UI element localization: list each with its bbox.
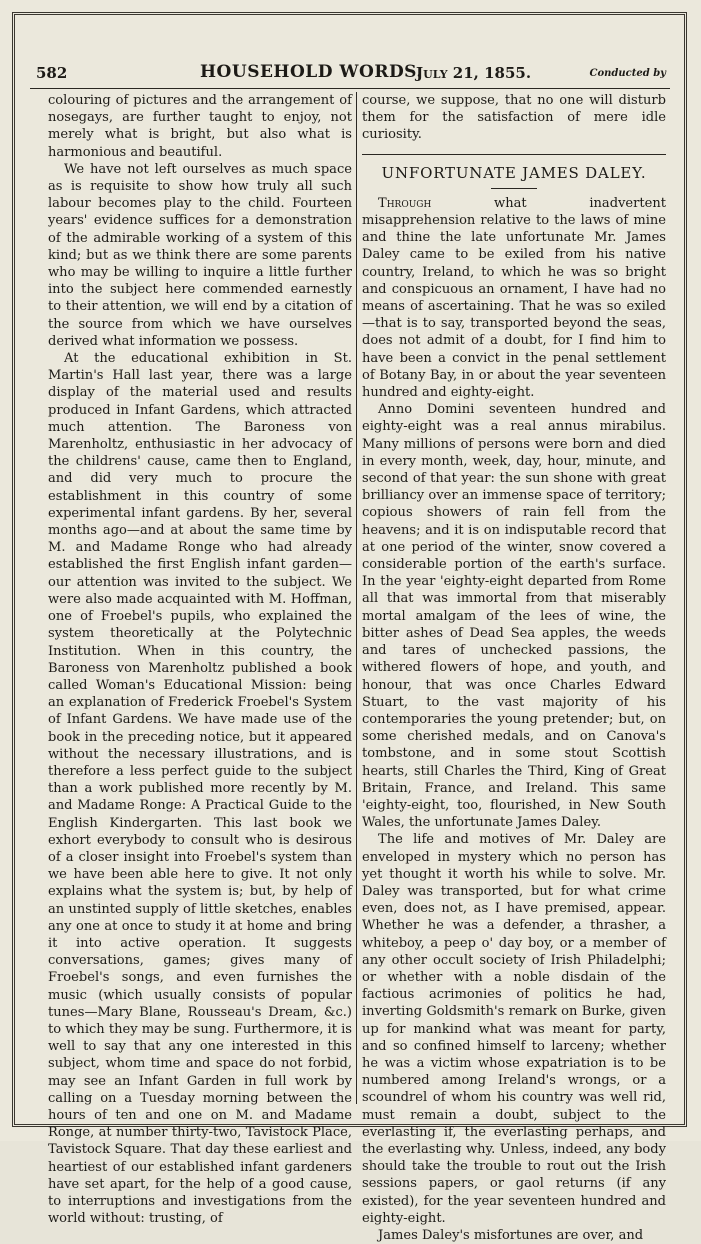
publication-title: HOUSEHOLD WORDS.	[200, 62, 423, 82]
title-rule	[491, 188, 537, 189]
paragraph	[362, 195, 666, 401]
column-divider	[356, 92, 357, 1104]
paragraph: Anno Domini seventeen hundred and eighty-eight was a real annus mirabilus. Many millions of persons were born and died in every month, week, day, hour, minute, and second of that year: the sun shone with great brilliancy over an immense space of territory; copious showers of rain fell from the heavens; and it is on indisputable record that at one period of the winter, snow covered a considerable portion of the earth's surface. In the year 'eighty-eight departed from Rome all that was immortal from that miserably mortal amalgam of the lees of wine, the bitter ashes of Dead Sea apples, the weeds and tares of unchecked passions, the withered flowers of hope, and youth, and honour, that was once Charles Edward Stuart, to the vast majority of his contemporaries the young pretender; but, on some cherished medals, and on Canova's tombstone, and in some stout Scottish hearts, still Charles the Third, King of Great Britain, France, and Ireland. This same 'eighty-eight, too, flourished, in New South Wales, the unfortunate James Daley.	[362, 402, 666, 831]
issue-date: July 21, 1855.	[416, 64, 532, 82]
paragraph: We have not left ourselves as much space as is requisite to show how truly all such labour becomes play to the child. Fourteen years' evidence suffices for a demonstration of the admirable working of a system of this kind; but as we think there are some parents who may be willing to inquire a little further into the subject here commended earnestly to their attention, we will end by a citation of the source from which we have ourselves derived what information we possess.	[48, 161, 352, 349]
paragraph: colouring of pictures and the arrangement of nosegays, are further taught to enjoy, not merely what is bright, but also what is harmonious and beautiful.	[48, 93, 352, 160]
paragraph-text: what inadvertent misapprehension relative to the laws of mine and thine the late unfortunate Mr. James Daley came to be exiled from his native country, Ireland, to which he was so bright and conspicuous an ornament, I have had no means of ascertaining. That he was so exiled—that is to say, transported beyond the seas, does not admit of a doubt, for I find him to have been a convict in the penal settlement of Botany Bay, in or about the year seventeen hundred and eighty-eight.	[362, 195, 666, 401]
paragraph: James Daley's misfortunes are over, and	[378, 1228, 644, 1243]
header-rule	[30, 88, 670, 89]
paragraph: course, we suppose, that no one will disturb them for the satisfaction of mere idle curiosity.	[362, 93, 666, 143]
paragraph: At the educational exhibition in St. Martin's Hall last year, there was a large display of the material used and results produced in Infant Gardens, which attracted much attention. The Baroness von Marenholtz, enthusiastic in her advocacy of the childrens' cause, came then to England, and did very much to procure the establishment in this country of some experimental infant gardens. By her, several months ago—and at about the same time by M. and Madame Ronge who had already established the first English infant garden—our attention was invited to the subject. We were also made acquainted with M. Hoffman, one of Froebel's pupils, who explained the system theoretically at the Polytechnic Institution. When in this country, the Baroness von Marenholtz published a book called Woman's Educational Mission: being an explanation of Frederick Froebel's System of Infant Gardens. We have made use of the book in the preceding notice, but it appeared without the necessary illustrations, and is therefore a less perfect guide to the subject than a work published more recently by M. and Madame Ronge: A Practical Guide to the English Kindergarten. This last book we exhort everybody to consult who is desirous of a closer insight into Froebel's system than we have been able here to give. It not only explains what the system is; but, by help of an unstinted supply of little sketches, enables any one at once to study it at home and bring it into active operation. It suggests conversations, games; gives many of Froebel's songs, and even furnishes the music (which usually consists of popular tunes—Mary Blane, Rousseau's Dream, &c.) to which they may be sung. Furthermore, it is well to say that any one interested in this subject, whom time and space do not forbid, may see an Infant Garden in full work by calling on a Tuesday morning between the hours of ten and one on M. and Madame Ronge, at number thirty-two, Tavistock Place, Tavistock Square. That day these earliest and heartiest of our established infant gardeners have set apart, for the help of a good cause, to interruptions and investigations from the world without: trusting, of	[48, 351, 352, 1227]
paragraph: The life and motives of Mr. Daley are enveloped in mystery which no person has yet thought it worth his while to solve. Mr. Daley was transported, but for what crime even, does not, as I have premised, appear. Whether he was a defender, a thrasher, a whiteboy, a peep o' day boy, or a member of any other occult society of Irish Philadelphi; or whether with a noble disdain of the factious acrimonies of politics he had, inverting Goldsmith's remark on Burke, given up for mankind what was meant for party, and so confined himself to larceny; whether he was a victim whose expatriation is to be numbered among Ireland's wrongs, or a scoundrel of whom his country was well rid, must remain a doubt, subject to the everlasting if, the everlasting perhaps, and the everlasting why. Unless, indeed, any body should take the trouble to rout out the Irish sessions papers, or gaol returns (if any existed), for the year seventeen hundred and eighty-eight.	[362, 832, 666, 1226]
running-header	[30, 62, 670, 84]
right-column	[362, 92, 666, 1243]
drop-word: Through	[378, 195, 432, 211]
conducted-by: Conducted by	[589, 68, 666, 79]
page-number: 582	[36, 64, 68, 82]
article-title: UNFORTUNATE JAMES DALEY.	[381, 163, 647, 182]
left-column	[48, 92, 352, 1227]
article-separator	[362, 154, 666, 155]
